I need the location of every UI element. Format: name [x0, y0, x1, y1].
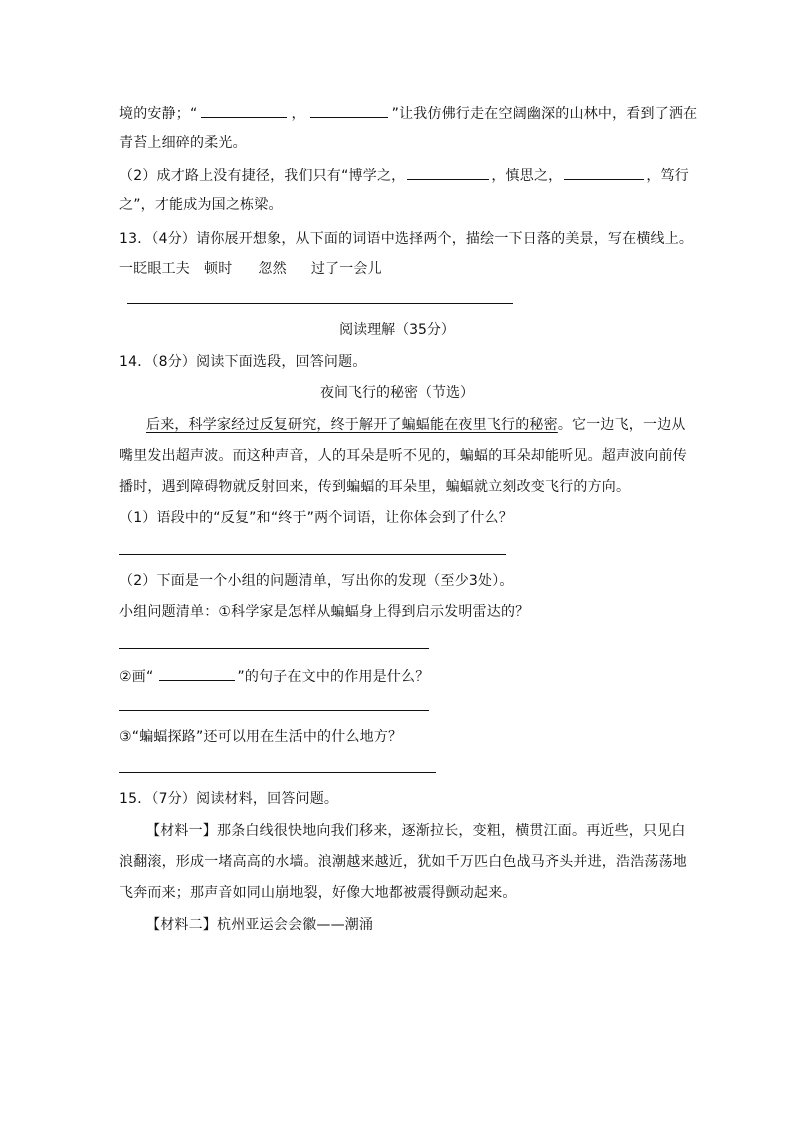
q12-text: 境的安静；“ [119, 106, 198, 122]
q12-part2-line2: 之”，才能成为国之栋梁。 [119, 197, 283, 213]
answer-line[interactable] [119, 710, 429, 711]
q14-list-item-1 [119, 603, 529, 621]
material-1-line-3: 飞奔而来；那声音如同山崩地裂，好像大地都被震得颤动起来。 [119, 885, 517, 901]
list-item: ”的句子在文中的作用是什么？ [237, 669, 430, 685]
answer-line[interactable] [127, 303, 513, 304]
q12-text: ， [291, 106, 306, 122]
passage-line-1 [146, 416, 686, 434]
q12-text: ，慎思之， [491, 168, 563, 184]
answer-line[interactable] [119, 772, 436, 773]
q12-line2: 青苔上细碎的柔光。 [119, 135, 247, 151]
q15-stem: 15．（7分）阅读材料，回答问题。 [119, 791, 339, 807]
q14-list-item-2 [119, 666, 429, 686]
answer-line[interactable] [119, 648, 429, 649]
passage-line-3: 播时，遇到障碍物就反射回来，传到蝙蝠的耳朵里，蝙蝠就立刻改变飞行的方向。 [119, 479, 631, 495]
material-1-line-1: 【材料一】那条白线很快地向我们移来，逐渐拉长，变粗，横贯江面。再近些，只见白 [146, 823, 686, 839]
word-option: 过了一会儿 [310, 261, 382, 277]
material-2: 【材料二】杭州亚运会会徽——潮涌 [146, 917, 374, 933]
answer-blank[interactable] [201, 103, 287, 118]
q12-part2 [119, 165, 689, 185]
q12-text: ，笃行 [646, 168, 689, 184]
answer-blank[interactable] [159, 666, 235, 681]
answer-line[interactable] [119, 554, 506, 555]
q12-text: ”让我仿佛行走在空阔幽深的山林中，看到了洒在 [391, 106, 698, 122]
section-title: 阅读理解（35分） [339, 322, 455, 338]
list-item: ②画“ [119, 669, 154, 685]
underlined-sentence: 后来，科学家经过反复研究，终于解开了蝙蝠能在夜里飞行的秘密 [146, 417, 558, 433]
q14-sub2: （2）下面是一个小组的问题清单，写出你的发现（至少3处）。 [119, 573, 514, 589]
answer-blank[interactable] [310, 103, 388, 118]
q14-sub1: （1）语段中的“反复”和“终于”两个词语，让你体会到了什么？ [119, 510, 513, 526]
material-1-line-2: 浪翻滚，形成一堵高高的水墙。浪潮越来越近，犹如千万匹白色战马齐头并进，浩浩荡荡地 [119, 854, 687, 870]
q13-word-list [119, 260, 382, 278]
list-intro: 小组问题清单： [119, 604, 219, 620]
q14-stem: 14．（8分）阅读下面选段，回答问题。 [119, 354, 367, 370]
q14-list-item-3: ③“蝙蝠探路”还可以用在生活中的什么地方？ [119, 729, 403, 745]
passage-line-2: 嘴里发出超声波。而这种声音，人的耳朵是听不见的，蝙蝠的耳朵却能听见。超声波向前传 [119, 448, 687, 464]
list-item: ①科学家是怎样从蝙蝠身上得到启示发明雷达的？ [218, 604, 530, 620]
q12-text: （2）成才路上没有捷径，我们只有“博学之， [119, 168, 406, 184]
word-option: 一眨眼工夫 [119, 261, 190, 277]
word-option: 忽然 [258, 261, 287, 277]
q13-stem: 13．（4分）请你展开想象，从下面的词语中选择两个，描绘一下日落的美景，写在横线上。 [119, 231, 694, 247]
passage-text: 。它一边飞，一边从 [557, 417, 686, 433]
answer-blank[interactable] [407, 165, 489, 180]
passage-title: 夜间飞行的秘密（节选） [320, 385, 474, 401]
word-option: 顿时 [204, 261, 233, 277]
q12-line1 [119, 103, 697, 123]
answer-blank[interactable] [564, 165, 644, 180]
